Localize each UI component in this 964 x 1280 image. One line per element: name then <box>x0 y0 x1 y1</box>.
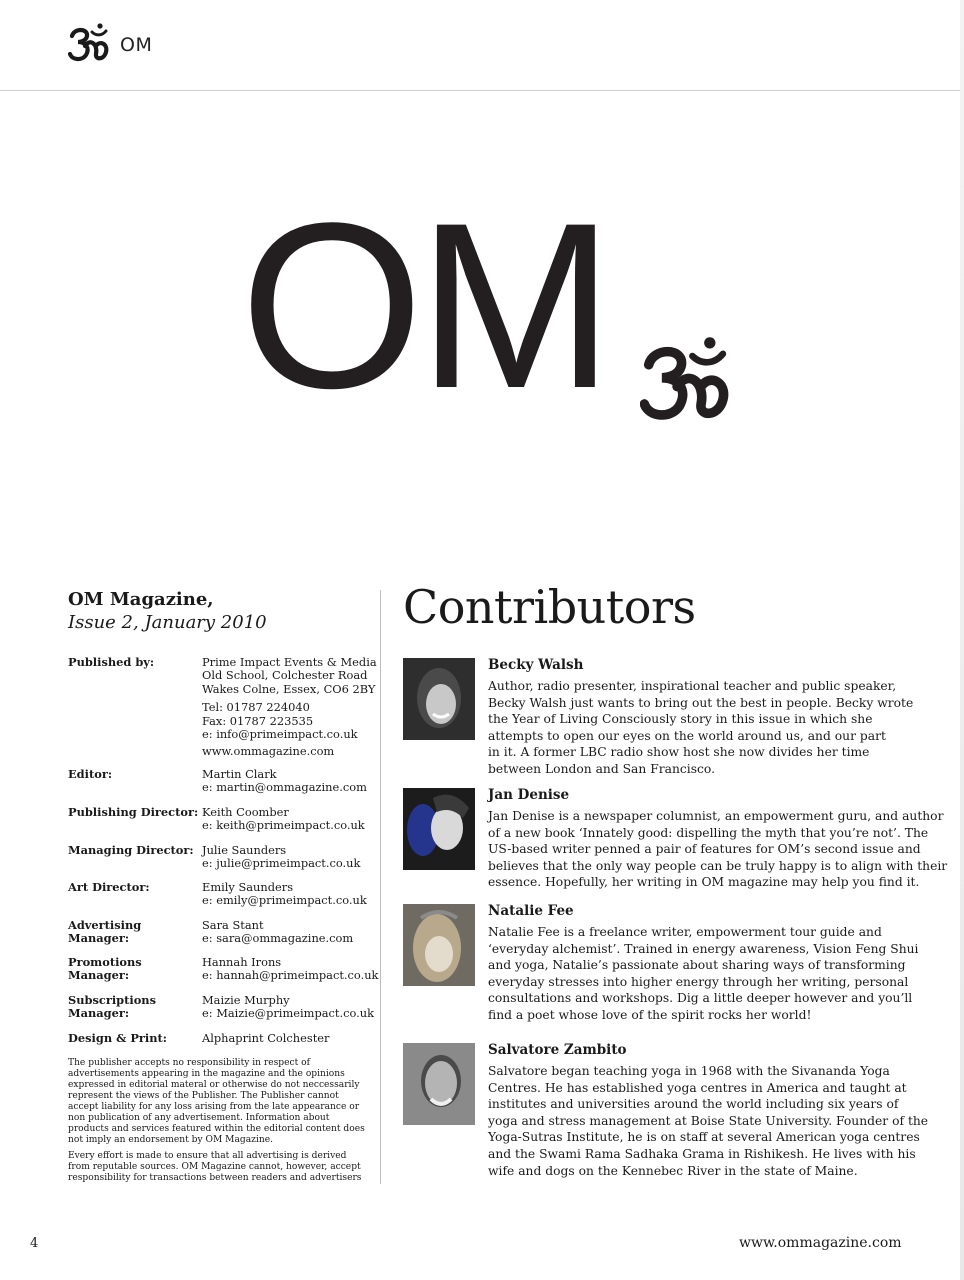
bio-line: Salvatore began teaching yoga in 1968 with the Sivananda Yoga <box>488 1064 890 1078</box>
page-header <box>0 0 964 91</box>
bio-line: Becky Walsh just wants to bring out the best in people. Becky wrote <box>488 695 914 710</box>
om-symbol-icon <box>640 334 736 426</box>
contributor-bio <box>488 678 918 778</box>
credit-email-link[interactable]: e: martin@ommagazine.com <box>202 780 367 795</box>
footer-website-link[interactable]: www.ommagazine.com <box>739 1235 902 1251</box>
bio-line: the Year of Living Consciously story in this issue in which she <box>488 712 873 727</box>
magazine-issue: Issue 2, January 2010 <box>68 612 267 633</box>
bio-line: of a new book ‘Innately good: dispelling the myth that you’re not’. The <box>488 825 929 840</box>
credit-email-link[interactable]: e: keith@primeimpact.co.uk <box>202 818 365 833</box>
credit-line: Hannah Irons <box>202 955 282 969</box>
bio-line: yoga and stress management at Boise State University. Founder of the <box>488 1113 929 1128</box>
credit-line: Julie Saunders <box>202 843 287 857</box>
credit-label: Subscriptions Manager: <box>68 993 156 1021</box>
credit-label: Editor: <box>68 767 113 781</box>
column-divider <box>380 590 381 1184</box>
bio-line: Centres. He has established yoga centres in America and taught at <box>488 1080 907 1095</box>
credit-line: Maizie Murphy <box>202 993 290 1007</box>
contributor-photo <box>403 788 475 870</box>
contributors-heading: Contributors <box>403 580 696 634</box>
credit-label: Published by: <box>68 655 155 669</box>
page-number: 4 <box>30 1236 39 1251</box>
credit-line: Old School, Colchester Road <box>202 668 368 683</box>
credit-email-link[interactable]: e: info@primeimpact.co.uk <box>202 727 358 742</box>
credit-line: Fax: 01787 223535 <box>202 713 314 728</box>
contributor-bio <box>488 1063 929 1179</box>
credit-line: Tel: 01787 224040 <box>202 700 310 715</box>
credit-line: Emily Saunders <box>202 880 294 894</box>
masthead-logo-text: OM <box>240 174 609 438</box>
bio-line: everyday stresses into higher energy through her writing, personal <box>488 974 909 989</box>
contributor-name: Salvatore Zambito <box>488 1042 627 1058</box>
contributor-name: Becky Walsh <box>488 657 584 673</box>
credit-email-link[interactable]: e: sara@ommagazine.com <box>202 931 354 946</box>
bio-line: institutes and universities around the world including six years of <box>488 1097 899 1112</box>
credit-label: Managing Director: <box>68 843 194 857</box>
credit-email-link[interactable]: e: Maizie@primeimpact.co.uk <box>202 1006 374 1021</box>
contributor-bio <box>488 924 918 1024</box>
header-title: OM <box>120 34 153 56</box>
bio-line: and the Swami Rama Sadhaka Grama in Rishikesh. He lives with his <box>488 1146 916 1161</box>
bio-line: Yoga-Sutras Institute, he is on staff at several American yoga centres <box>488 1130 920 1145</box>
bio-line: wife and dogs on the Kennebec River in the state of Maine. <box>488 1163 858 1178</box>
om-symbol-icon <box>68 22 112 64</box>
page-edge <box>960 0 964 1280</box>
credit-label: Art Director: <box>68 880 150 894</box>
contributor-photo <box>403 1043 475 1125</box>
credit-line: Wakes Colne, Essex, CO6 2BY <box>202 681 376 696</box>
bio-line: Natalie Fee is a freelance writer, empowerment tour guide and <box>488 925 882 939</box>
credit-line: Alphaprint Colchester <box>202 1031 330 1045</box>
bio-line: and yoga, Natalie’s passionate about sharing ways of transforming <box>488 958 906 973</box>
contributor-photo <box>403 658 475 740</box>
credit-label: Promotions Manager: <box>68 955 142 983</box>
masthead-logo <box>240 174 740 438</box>
credit-email-link[interactable]: e: julie@primeimpact.co.uk <box>202 856 361 871</box>
bio-line: Author, radio presenter, inspirational teacher and public speaker, <box>488 679 897 693</box>
credit-line: Keith Coomber <box>202 805 289 819</box>
bio-line: consultations and workshops. Dig a little deeper however and you’ll <box>488 991 913 1006</box>
bio-line: believes that the only way people can be truly happy is to align with their <box>488 858 948 873</box>
credit-line: Sara Stant <box>202 918 264 932</box>
credit-email-link[interactable]: e: hannah@primeimpact.co.uk <box>202 968 379 983</box>
bio-line: attempts to open our eyes on the world around us, and our part <box>488 728 886 743</box>
contributor-photo <box>403 904 475 986</box>
bio-line: find a poet whose love of the spirit rocks her world! <box>488 1007 812 1022</box>
credit-line: Prime Impact Events & Media <box>202 655 377 669</box>
credit-email-link[interactable]: e: emily@primeimpact.co.uk <box>202 893 367 908</box>
credit-label: Advertising Manager: <box>68 918 142 946</box>
bio-line: between London and San Francisco. <box>488 761 715 776</box>
bio-line: essence. Hopefully, her writing in OM magazine may help you find it. <box>488 875 920 890</box>
credit-label: Design & Print: <box>68 1031 167 1045</box>
contributor-bio <box>488 808 948 891</box>
disclaimer-paragraph: Every effort is made to ensure that all advertising is derived from reputable sources. OM Magazine cannot, however, accept responsibility for transactions between readers and advertisers <box>68 1151 362 1183</box>
bio-line: US-based writer penned a pair of features for OM’s second issue and <box>488 842 921 857</box>
contributor-name: Natalie Fee <box>488 903 574 919</box>
credit-line: Martin Clark <box>202 767 277 781</box>
disclaimer-paragraph: The publisher accepts no responsibility in respect of advertisements appearing in the magazine and the opinions expressed in editorial materal or otherwise do not neccessarily represent the views of the Publisher. The Publisher cannot accept liability for any loss arising from the late appearance or non publication of any advertisement. Information about products and services featured within the editorial content does not imply an endorsement by OM Magazine. <box>68 1058 365 1145</box>
disclaimer <box>68 1058 368 1189</box>
contributor-name: Jan Denise <box>488 787 570 803</box>
bio-line: Jan Denise is a newspaper columnist, an empowerment guru, and author <box>488 809 944 823</box>
credit-website-link[interactable]: www.ommagazine.com <box>202 744 335 759</box>
credit-label: Publishing Director: <box>68 805 199 819</box>
magazine-title: OM Magazine, <box>68 589 214 610</box>
bio-line: ‘everyday alchemist’. Trained in energy awareness, Vision Feng Shui <box>488 941 919 956</box>
bio-line: in it. A former LBC radio show host she now divides her time <box>488 745 870 760</box>
